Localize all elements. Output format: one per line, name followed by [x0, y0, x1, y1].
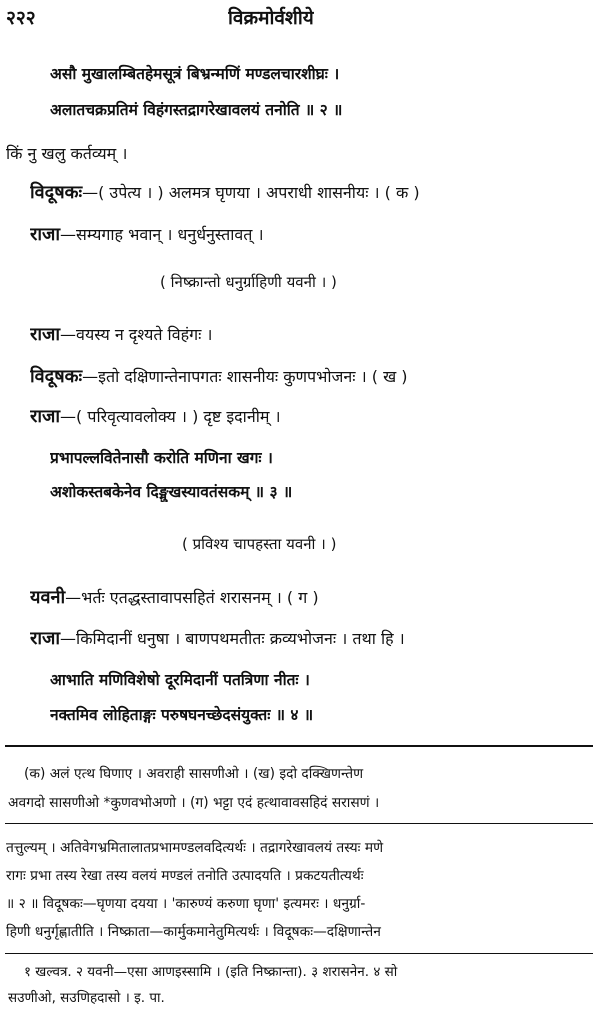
- footnote-line: १ खल्वत्र. २ यवनी—एसा आणइस्सामि । (इति निष्क्रान्ता). ३ शरासनेन. ४ सो: [24, 964, 398, 980]
- dialogue-text: —( परिवृत्यावलोक्य । ) दृष्ट इदानीम् ।: [60, 407, 281, 426]
- dialogue-line: [30, 404, 281, 428]
- stage-direction: ( निष्क्रान्तो धनुर्ग्राहिणी यवनी । ): [160, 273, 337, 291]
- speaker-name: यवनी: [30, 587, 66, 608]
- dialogue-line: [30, 364, 595, 388]
- page-title: विक्रमोर्वशीये: [228, 7, 314, 29]
- verse-line: असौ मुखालम्बितहेमसूत्रं बिभ्रन्मणिं मण्डलचारशीघ्रः ।: [50, 65, 340, 83]
- dialogue-text: —( उपेत्य । ) अलमत्र घृणया । अपराधी शासनीयः । ( क ): [82, 183, 420, 202]
- dialogue-text: —सम्यगाह भवान् । धनुर्धनुस्तावत् ।: [60, 225, 264, 244]
- stage-direction: ( प्रविश्य चापहस्ता यवनी । ): [182, 535, 337, 553]
- dialogue-line: [30, 322, 213, 346]
- divider: [5, 745, 593, 747]
- dialogue-line: [30, 585, 319, 609]
- speaker-name: राजा: [30, 224, 61, 245]
- verse-line: आभाति मणिविशेषो दूरमिदानीं पतत्रिणा नीतः ।: [50, 671, 310, 689]
- page-number: २२२: [6, 7, 36, 29]
- verse-line: नक्तमिव लोहिताङ्गः परुषघनच्छेदसंयुक्तः ॥ ४ ॥: [50, 706, 314, 724]
- verse-line: प्रभापल्लवितेनासौ करोति मणिना खगः ।: [50, 449, 273, 467]
- speaker-name: विदूषकः: [30, 366, 83, 387]
- speaker-name: राजा: [30, 628, 61, 649]
- dialogue-line: [30, 626, 595, 650]
- dialogue-text: —वयस्य न दृश्यते विहंगः ।: [60, 325, 213, 344]
- dialogue-line: [30, 180, 595, 204]
- commentary-line: तत्तुल्यम् । अतिवेगभ्रमितालातप्रभामण्डलवदित्यर्थः । तद्रागरेखावलयं तस्यः मणे: [6, 840, 384, 856]
- speaker-name: राजा: [30, 324, 61, 345]
- prakrit-note-line: (क) अलं एत्थ घिणाए । अवराही सासणीओ । (ख) इदो दक्खिणन्तेण: [24, 766, 364, 782]
- footnote-line: सउणीओ, सउणिहदासो । इ. पा.: [8, 990, 165, 1006]
- verse-line: अलातचक्रप्रतिमं विहंगस्तद्रागरेखावलयं तनोति ॥ २ ॥: [50, 101, 343, 119]
- dialogue-line: [30, 222, 264, 246]
- commentary-line: रागः प्रभा तस्य रेखा तस्य वलयं मण्डलं तनोति उत्पादयति । प्रकटयतीत्यर्थः: [6, 868, 364, 884]
- prose-line: किं नु खलु कर्तव्यम् ।: [6, 144, 128, 163]
- speaker-name: विदूषकः: [30, 182, 83, 203]
- dialogue-text: —भर्तः एतद्धस्तावापसहितं शरासनम् । ( ग ): [65, 588, 319, 607]
- divider: [5, 823, 593, 824]
- commentary-line: हिणी धनुर्गृह्णातीति । निष्क्राता—कार्मुकमानेतुमित्यर्थः । विदूषकः—दक्षिणान्तेन: [6, 924, 381, 940]
- divider: [5, 953, 593, 954]
- prakrit-note-line: अवगदो सासणीओ *कुणवभोअणो । (ग) भट्टा एदं हत्थावावसहिदं सरासणं ।: [8, 795, 380, 811]
- verse-line: अशोकस्तबकेनेव दिङ्मुखस्यावतंसकम् ॥ ३ ॥: [50, 483, 293, 501]
- commentary-line: ॥ २ ॥ विदूषकः—घृणया दयया । 'कारुण्यं करुणा घृणा' इत्यमरः । धनुर्ग्रा-: [6, 896, 366, 912]
- dialogue-text: —किमिदानीं धनुषा । बाणपथमतीतः क्रव्यभोजनः । तथा हि ।: [60, 629, 405, 648]
- dialogue-text: —इतो दक्षिणान्तेनापगतः शासनीयः कुणपभोजनः । ( ख ): [82, 367, 408, 386]
- speaker-name: राजा: [30, 406, 61, 427]
